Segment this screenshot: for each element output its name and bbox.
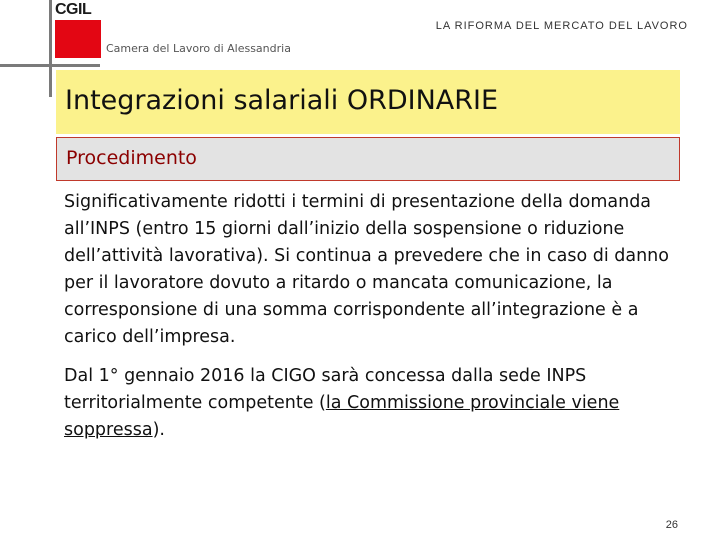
body-paragraph-2 xyxy=(64,363,684,444)
cgil-logo-red-square xyxy=(55,20,101,58)
body-paragraph-1: Significativamente ridotti i termini di presentazione della domanda all’INPS (entro 15 giorni dall’inizio della sospensione o riduzione dell’attività lavorativa). Si continua a prevedere che in caso di danno per il lavoratore dovuto a ritardo o mancata comunicazione, la corresponsione di una somma corrispondente all’integrazione è a carico dell’impresa. xyxy=(64,192,669,347)
paragraph-2-underlined: la Commissione provinciale viene soppressa xyxy=(64,393,620,440)
header-vertical-line xyxy=(49,0,52,97)
header-title: LA RIFORMA DEL MERCATO DEL LAVORO xyxy=(435,20,688,32)
slide-body xyxy=(64,189,684,444)
cgil-logo-text: CGIL xyxy=(55,1,92,18)
header-subtitle: Camera del Lavoro di Alessandria xyxy=(106,42,291,55)
section-title: Procedimento xyxy=(66,147,197,169)
section-header-band xyxy=(56,137,680,181)
page-number: 26 xyxy=(665,519,678,531)
paragraph-2-end: ). xyxy=(152,420,165,440)
header-horizontal-line xyxy=(0,64,100,67)
paragraph-2-start: Dal 1° gennaio 2016 la CIGO sarà concessa dalla sede INPS territorialmente competente ( xyxy=(64,366,587,413)
slide-title-band xyxy=(56,70,680,134)
slide-title: Integrazioni salariali ORDINARIE xyxy=(65,85,499,116)
